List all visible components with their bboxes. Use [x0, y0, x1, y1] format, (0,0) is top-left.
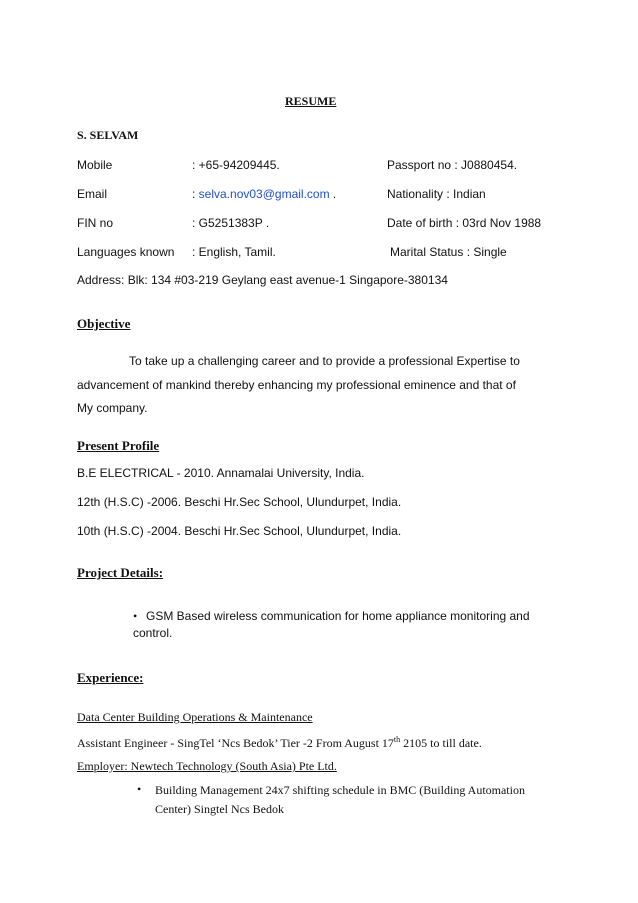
present-profile-heading: Present Profile: [77, 438, 160, 453]
marital-status: Marital Status : Single: [390, 245, 507, 259]
experience-heading: Experience:: [77, 670, 144, 685]
experience-bullet-line-2: Center) Singtel Ncs Bedok: [155, 802, 284, 816]
objective-line-2: advancement of mankind thereby enhancing my professional eminence and that of: [77, 378, 516, 392]
project-line-2: control.: [133, 626, 173, 640]
email-value: [192, 187, 336, 201]
passport-number: Passport no : J0880454.: [387, 158, 518, 172]
position-date: 2105 to till date.: [400, 736, 482, 750]
objective-heading: Objective: [77, 316, 131, 331]
fin-label: FIN no: [77, 216, 114, 230]
email-suffix: .: [329, 187, 337, 201]
nationality: Nationality : Indian: [387, 187, 486, 201]
project-details-heading: Project Details:: [77, 565, 164, 580]
education-item: 12th (H.S.C) -2006. Beschi Hr.Sec School, Ulundurpet, India.: [77, 495, 402, 509]
position-text: Assistant Engineer - SingTel ‘Ncs Bedok’ Tier -2 From August 17: [77, 736, 394, 750]
email-prefix: :: [192, 187, 199, 201]
project-line-1: GSM Based wireless communication for home appliance monitoring and: [146, 609, 530, 623]
address: Address: Blk: 134 #03-219 Geylang east avenue-1 Singapore-380134: [77, 273, 448, 287]
date-of-birth: Date of birth : 03rd Nov 1988: [387, 216, 542, 230]
resume-title: RESUME: [285, 94, 337, 108]
mobile-value: : +65-94209445.: [192, 158, 280, 172]
fin-value: : G5251383P .: [192, 216, 270, 230]
email-link[interactable]: selva.nov03@gmail.com: [198, 187, 330, 201]
position-superscript: th: [393, 735, 401, 744]
education-item: B.E ELECTRICAL - 2010. Annamalai University, India.: [77, 466, 365, 480]
languages-label: Languages known: [77, 245, 175, 259]
languages-value: : English, Tamil.: [192, 245, 276, 259]
candidate-name: S. SELVAM: [77, 128, 139, 142]
position-line: [77, 735, 482, 751]
objective-line-3: My company.: [77, 401, 148, 415]
employer: [77, 759, 367, 774]
bullet-icon: •: [137, 782, 142, 796]
experience-bullet-line-1: Building Management 24x7 shifting schedule in BMC (Building Automation: [155, 783, 525, 797]
role-title: Data Center Building Operations & Maintenance: [77, 710, 313, 724]
education-item: 10th (H.S.C) -2004. Beschi Hr.Sec School, Ulundurpet, India.: [77, 524, 402, 538]
mobile-label: Mobile: [77, 158, 113, 172]
email-label: Email: [77, 187, 108, 201]
employer-text: Employer: Newtech Technology (South Asia) Pte Ltd.: [77, 759, 337, 773]
bullet-icon: •: [133, 609, 138, 623]
objective-line-1: To take up a challenging career and to provide a professional Expertise to: [129, 354, 520, 368]
